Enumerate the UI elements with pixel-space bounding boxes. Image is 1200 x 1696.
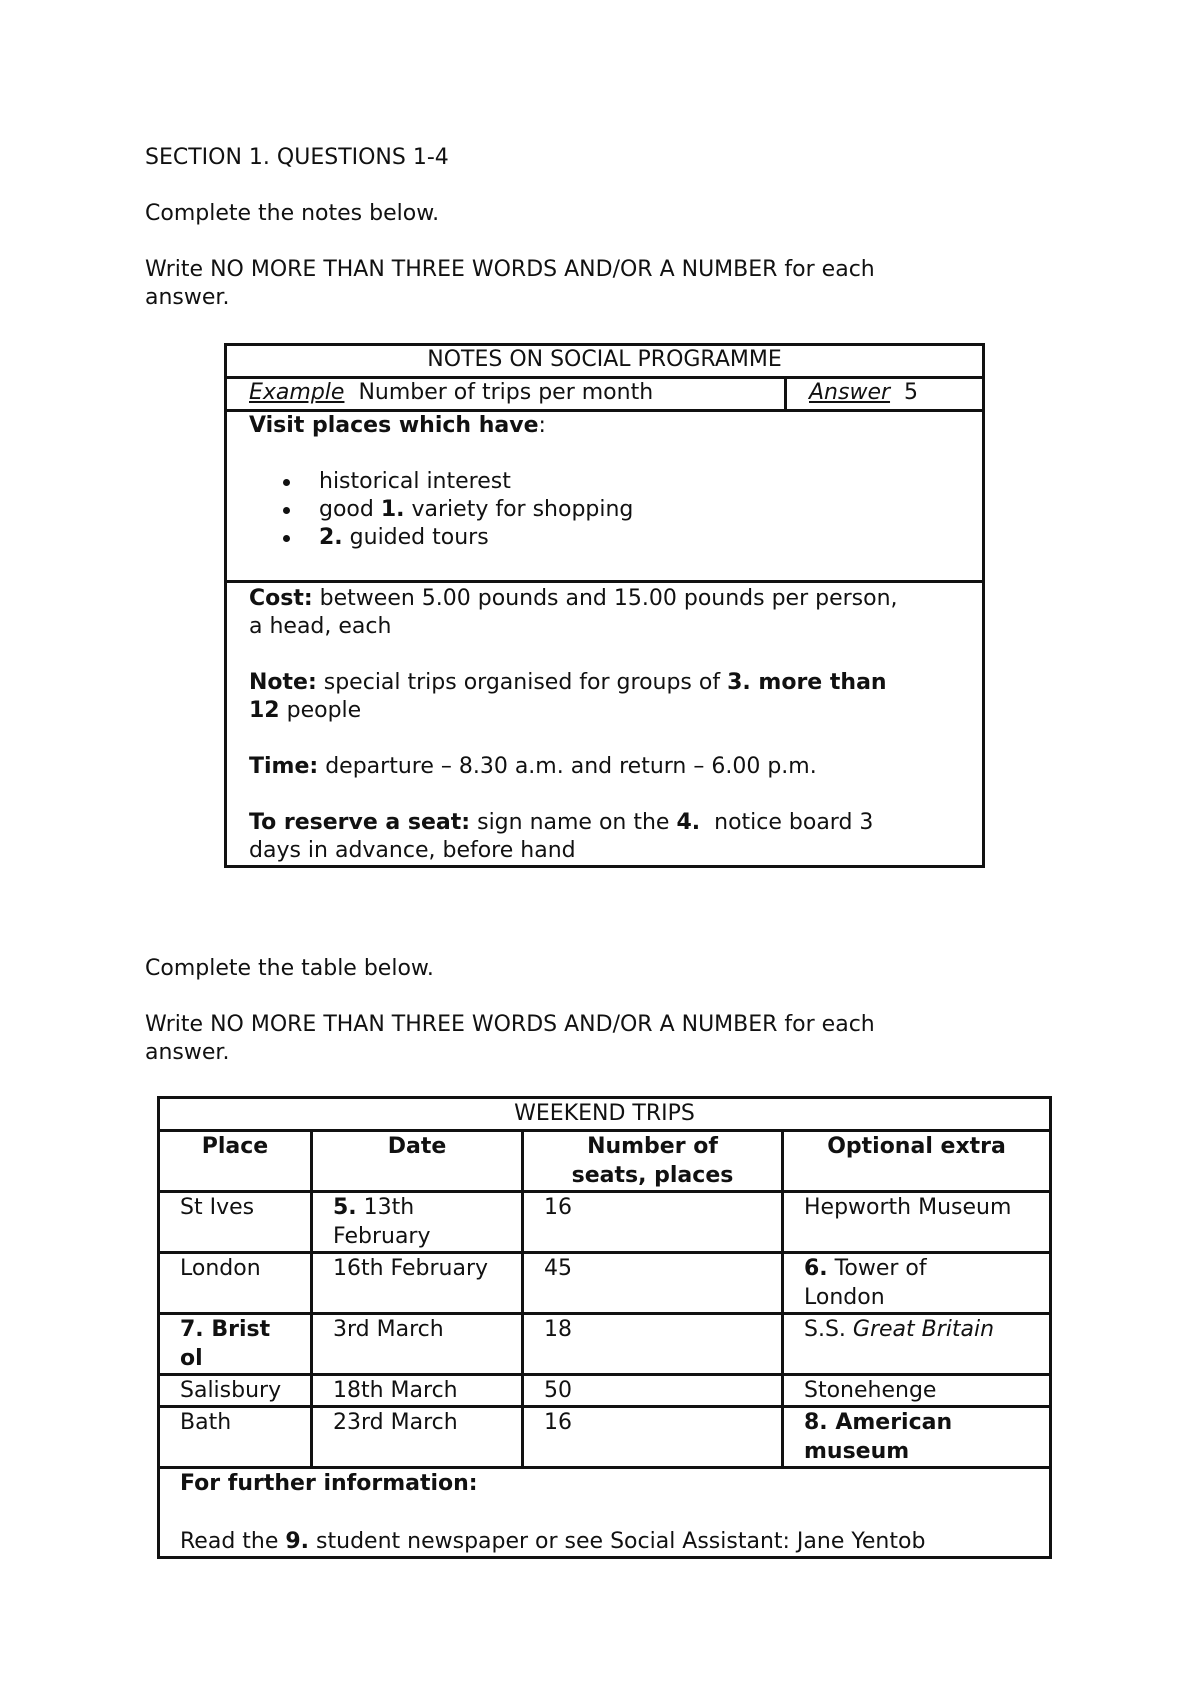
word-limit-prefix: Write [145, 1012, 211, 1037]
visit-heading [249, 412, 960, 440]
extra-italic: Great Britain [852, 1317, 995, 1342]
note-line2 [249, 697, 960, 725]
word-limit-instruction [145, 256, 875, 284]
header-seats [523, 1131, 783, 1192]
extra-line1: Tower of [827, 1256, 927, 1281]
cell-extra [783, 1407, 1051, 1468]
answer-label: Answer [809, 380, 891, 405]
place-line2: ol [180, 1346, 203, 1371]
note-line [249, 669, 960, 697]
header-date-text: Date [387, 1134, 447, 1159]
date-line2: February [333, 1224, 431, 1249]
header-extra [783, 1131, 1051, 1192]
further-info-cell [159, 1468, 1051, 1558]
example-label: Example [249, 380, 345, 405]
header-seats-line2: seats, places [571, 1163, 734, 1188]
cost-line2: a head, each [249, 614, 392, 639]
reserve-label: To reserve a seat: [249, 810, 471, 835]
table-row [159, 1407, 1051, 1468]
further-info-text [180, 1527, 1029, 1556]
note-answer: 3. more than [727, 670, 887, 695]
cell-place: St Ives [159, 1192, 312, 1253]
note-label: Note: [249, 670, 317, 695]
question-number: 2. [319, 525, 343, 550]
time-label: Time: [249, 754, 319, 779]
bullet-pre: good [319, 497, 381, 522]
cost-line [249, 585, 960, 613]
word-limit-instruction-2-line2: answer. [145, 1040, 230, 1065]
question-number: 9. [285, 1529, 310, 1554]
note-text: special trips organised for groups of [316, 670, 728, 695]
cell-place: Bath [159, 1407, 312, 1468]
reserve-text2: notice board 3 [700, 810, 874, 835]
extra-pre: S.S. [804, 1317, 853, 1342]
cell-date: 23rd March [312, 1407, 523, 1468]
reserve-text: sign name on the [470, 810, 677, 835]
bullet-text: guided tours [342, 525, 489, 550]
cell-place: Salisbury [159, 1375, 312, 1407]
table-instruction-text: Complete the table below. [145, 956, 434, 981]
cell-date: 16th February [312, 1253, 523, 1314]
cell-seats: 50 [523, 1375, 783, 1407]
instruction-text: Complete the notes below. [145, 201, 440, 226]
cell-extra: Hepworth Museum [783, 1192, 1051, 1253]
cell-seats: 18 [523, 1314, 783, 1375]
cell-extra: Stonehenge [783, 1375, 1051, 1407]
word-limit-instruction-line2: answer. [145, 285, 230, 310]
cell-place: London [159, 1253, 312, 1314]
extra-line1: 8. American [804, 1410, 953, 1435]
cell-place [159, 1314, 312, 1375]
cell-extra [783, 1314, 1051, 1375]
extra-line2: London [804, 1285, 885, 1310]
list-item [319, 468, 960, 496]
answer-value: 5 [890, 380, 919, 405]
date-line1: 13th [356, 1195, 415, 1220]
question-number: 5. [333, 1195, 357, 1220]
visit-list [249, 468, 960, 552]
header-place [159, 1131, 312, 1192]
question-number: 1. [380, 497, 405, 522]
place-line1: 7. Brist [180, 1317, 271, 1342]
weekend-trips-table [157, 1096, 1052, 1559]
cell-seats: 16 [523, 1407, 783, 1468]
answer-cell [786, 378, 984, 411]
word-limit-prefix: Write [145, 257, 211, 282]
bullet-text: historical interest [319, 469, 511, 494]
question-number: 4. [676, 810, 701, 835]
reserve-line [249, 809, 960, 837]
footer-text: student newspaper or see Social Assistant: Jane Yentob [309, 1529, 926, 1554]
visit-places-cell [226, 411, 984, 582]
cell-date: 18th March [312, 1375, 523, 1407]
word-limit-suffix: for each [777, 257, 875, 282]
table-row [159, 1253, 1051, 1314]
bullet-text: variety for shopping [404, 497, 634, 522]
section-heading: SECTION 1. QUESTIONS 1-4 [145, 145, 449, 170]
list-item [319, 496, 960, 524]
time-line [249, 753, 960, 781]
note-answer2: 12 [249, 698, 280, 723]
footer-pre: Read the [180, 1529, 286, 1554]
cell-date: 3rd March [312, 1314, 523, 1375]
table-header-row [159, 1131, 1051, 1192]
notes-table [224, 343, 985, 868]
cell-extra [783, 1253, 1051, 1314]
note-line2-text: people [279, 698, 362, 723]
further-info-label: For further information: [180, 1471, 478, 1496]
details-cell [226, 582, 984, 867]
visit-colon: : [538, 413, 546, 438]
word-limit-suffix: for each [777, 1012, 875, 1037]
table-row [159, 1375, 1051, 1407]
example-text: Number of trips per month [344, 380, 654, 405]
cost-text: between 5.00 pounds and 15.00 pounds per person, [312, 586, 898, 611]
table-row [159, 1192, 1051, 1253]
extra-line2: museum [804, 1439, 910, 1464]
word-limit-instruction-2 [145, 1011, 875, 1039]
header-date [312, 1131, 523, 1192]
notes-title: NOTES ON SOCIAL PROGRAMME [226, 345, 984, 378]
visit-heading-bold: Visit places which have [249, 413, 539, 438]
time-text: departure – 8.30 a.m. and return – 6.00 p.m. [318, 754, 817, 779]
table-row [159, 1314, 1051, 1375]
cell-seats: 45 [523, 1253, 783, 1314]
cost-label: Cost: [249, 586, 313, 611]
reserve-line2: days in advance, before hand [249, 838, 576, 863]
list-item [319, 524, 960, 552]
cell-date [312, 1192, 523, 1253]
cell-seats: 16 [523, 1192, 783, 1253]
header-seats-line1: Number of [587, 1134, 718, 1159]
header-place-text: Place [201, 1134, 269, 1159]
header-extra-text: Optional extra [827, 1134, 1006, 1159]
example-cell [226, 378, 786, 411]
question-number: 6. [804, 1256, 828, 1281]
trips-title: WEEKEND TRIPS [159, 1098, 1051, 1131]
word-limit-rule: NO MORE THAN THREE WORDS AND/OR A NUMBER [210, 257, 778, 282]
word-limit-rule: NO MORE THAN THREE WORDS AND/OR A NUMBER [210, 1012, 778, 1037]
